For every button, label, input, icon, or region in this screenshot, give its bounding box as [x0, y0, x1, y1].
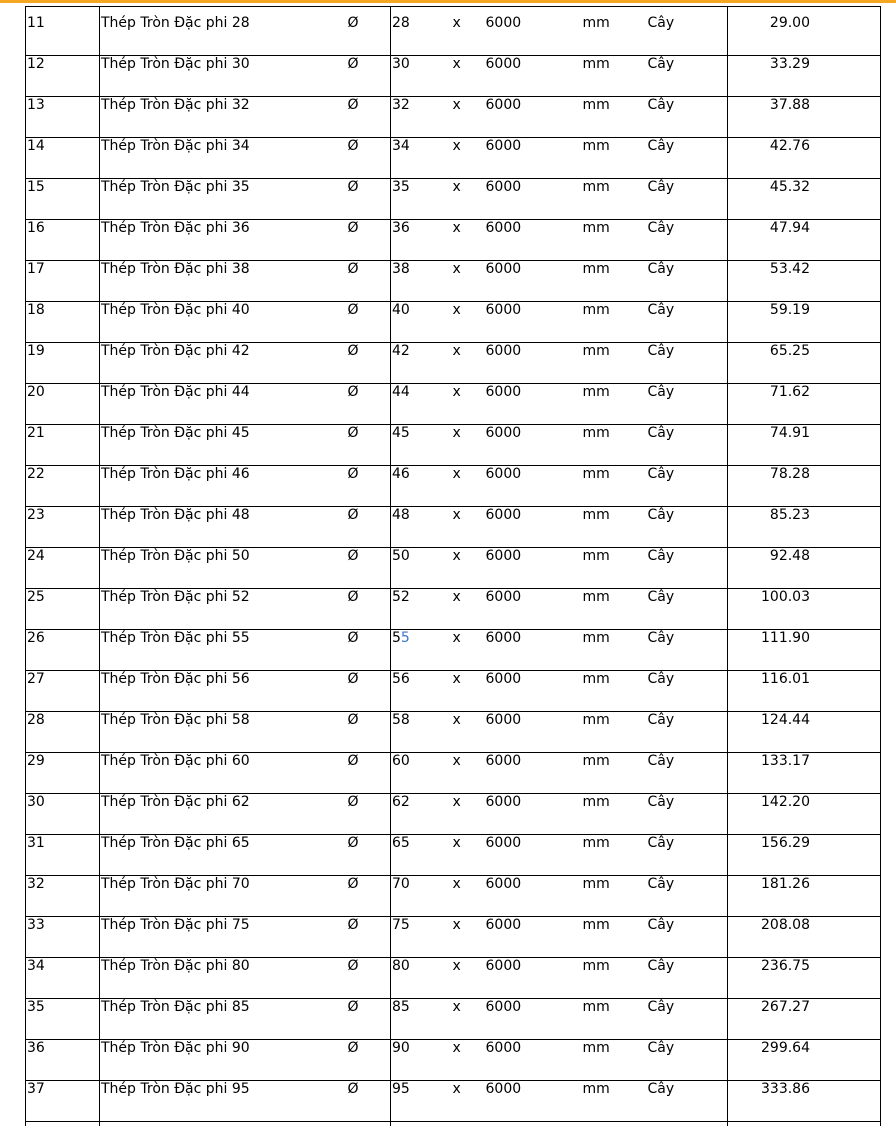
- length-unit-cell: [582, 1122, 647, 1126]
- diameter-symbol-cell: Ø: [347, 548, 391, 589]
- diameter-text: 55: [392, 630, 410, 646]
- diameter-symbol-cell: Ø: [347, 220, 391, 261]
- length-cell: 6000: [485, 876, 582, 917]
- length-unit-cell: mm: [582, 97, 647, 138]
- length-cell: 6000: [485, 220, 582, 261]
- diameter-symbol-cell: Ø: [347, 999, 391, 1040]
- row-number-cell: 11: [26, 7, 100, 56]
- length-cell: 6000: [485, 630, 582, 671]
- product-name-cell: Thép Tròn Đặc phi 32: [100, 97, 347, 138]
- weight-cell: 85.23: [728, 507, 881, 548]
- times-symbol-cell: x: [452, 835, 485, 876]
- diameter-symbol-cell: [347, 1122, 391, 1126]
- length-cell: [485, 1122, 582, 1126]
- times-symbol-cell: x: [452, 1040, 485, 1081]
- diameter-cell: 58: [391, 712, 452, 753]
- times-symbol-cell: [452, 1122, 485, 1126]
- length-cell: 6000: [485, 753, 582, 794]
- diameter-symbol-cell: Ø: [347, 97, 391, 138]
- length-unit-cell: mm: [582, 466, 647, 507]
- weight-cell: 267.27: [728, 999, 881, 1040]
- diameter-cell: 65: [391, 835, 452, 876]
- length-unit-cell: mm: [582, 384, 647, 425]
- unit-of-measure-cell: Cây: [647, 876, 728, 917]
- diameter-symbol-cell: Ø: [347, 507, 391, 548]
- length-cell: 6000: [485, 384, 582, 425]
- length-cell: 6000: [485, 1040, 582, 1081]
- product-name-cell: [100, 1122, 347, 1126]
- diameter-symbol-cell: Ø: [347, 1040, 391, 1081]
- unit-of-measure-cell: Cây: [647, 999, 728, 1040]
- length-cell: 6000: [485, 56, 582, 97]
- weight-cell: 78.28: [728, 466, 881, 507]
- diameter-cell: 44: [391, 384, 452, 425]
- times-symbol-cell: x: [452, 958, 485, 999]
- length-cell: 6000: [485, 261, 582, 302]
- length-unit-cell: mm: [582, 753, 647, 794]
- product-name-cell: Thép Tròn Đặc phi 45: [100, 425, 347, 466]
- table-row: [26, 466, 881, 507]
- table-row: [26, 507, 881, 548]
- unit-of-measure-cell: Cây: [647, 507, 728, 548]
- product-name-cell: Thép Tròn Đặc phi 95: [100, 1081, 347, 1122]
- diameter-cell: 48: [391, 507, 452, 548]
- table-row: [26, 220, 881, 261]
- product-name-cell: Thép Tròn Đặc phi 60: [100, 753, 347, 794]
- times-symbol-cell: x: [452, 1081, 485, 1122]
- length-cell: 6000: [485, 835, 582, 876]
- weight-cell: 33.29: [728, 56, 881, 97]
- unit-of-measure-cell: [647, 1122, 728, 1126]
- row-number-cell: 15: [26, 179, 100, 220]
- product-name-cell: Thép Tròn Đặc phi 85: [100, 999, 347, 1040]
- length-unit-cell: mm: [582, 917, 647, 958]
- times-symbol-cell: x: [452, 425, 485, 466]
- row-number-cell: 25: [26, 589, 100, 630]
- times-symbol-cell: x: [452, 589, 485, 630]
- times-symbol-cell: x: [452, 712, 485, 753]
- length-cell: 6000: [485, 425, 582, 466]
- weight-cell: 208.08: [728, 917, 881, 958]
- weight-cell: 71.62: [728, 384, 881, 425]
- row-number-cell: 36: [26, 1040, 100, 1081]
- unit-of-measure-cell: Cây: [647, 302, 728, 343]
- row-number-cell: [26, 1122, 100, 1126]
- row-number-cell: 30: [26, 794, 100, 835]
- length-unit-cell: mm: [582, 220, 647, 261]
- table-row: [26, 1081, 881, 1122]
- length-cell: 6000: [485, 917, 582, 958]
- unit-of-measure-cell: Cây: [647, 589, 728, 630]
- times-symbol-cell: x: [452, 794, 485, 835]
- length-unit-cell: mm: [582, 1040, 647, 1081]
- product-name-cell: Thép Tròn Đặc phi 56: [100, 671, 347, 712]
- table-row: [26, 671, 881, 712]
- length-unit-cell: mm: [582, 794, 647, 835]
- weight-cell: 53.42: [728, 261, 881, 302]
- weight-cell: 236.75: [728, 958, 881, 999]
- diameter-symbol-cell: Ø: [347, 835, 391, 876]
- length-unit-cell: mm: [582, 630, 647, 671]
- times-symbol-cell: x: [452, 384, 485, 425]
- unit-of-measure-cell: Cây: [647, 548, 728, 589]
- length-unit-cell: mm: [582, 1081, 647, 1122]
- weight-cell: 65.25: [728, 343, 881, 384]
- diameter-cell: 85: [391, 999, 452, 1040]
- unit-of-measure-cell: Cây: [647, 261, 728, 302]
- diameter-cell: 28: [391, 7, 452, 56]
- diameter-cell: 46: [391, 466, 452, 507]
- product-name-cell: Thép Tròn Đặc phi 36: [100, 220, 347, 261]
- product-name-cell: Thép Tròn Đặc phi 46: [100, 466, 347, 507]
- weight-cell: 47.94: [728, 220, 881, 261]
- diameter-symbol-cell: Ø: [347, 589, 391, 630]
- times-symbol-cell: x: [452, 56, 485, 97]
- diameter-symbol-cell: Ø: [347, 179, 391, 220]
- product-name-cell: Thép Tròn Đặc phi 80: [100, 958, 347, 999]
- unit-of-measure-cell: Cây: [647, 138, 728, 179]
- length-cell: 6000: [485, 671, 582, 712]
- diameter-symbol-cell: Ø: [347, 302, 391, 343]
- length-cell: 6000: [485, 712, 582, 753]
- times-symbol-cell: x: [452, 466, 485, 507]
- diameter-cell: 70: [391, 876, 452, 917]
- diameter-symbol-cell: Ø: [347, 712, 391, 753]
- row-number-cell: 22: [26, 466, 100, 507]
- table-row: [26, 138, 881, 179]
- length-unit-cell: mm: [582, 671, 647, 712]
- unit-of-measure-cell: Cây: [647, 179, 728, 220]
- row-number-cell: 26: [26, 630, 100, 671]
- unit-of-measure-cell: Cây: [647, 7, 728, 56]
- row-number-cell: 18: [26, 302, 100, 343]
- table-row: [26, 835, 881, 876]
- row-number-cell: 24: [26, 548, 100, 589]
- diameter-symbol-cell: Ø: [347, 7, 391, 56]
- weight-cell: 111.90: [728, 630, 881, 671]
- product-name-cell: Thép Tròn Đặc phi 65: [100, 835, 347, 876]
- table-row: [26, 589, 881, 630]
- length-unit-cell: mm: [582, 876, 647, 917]
- table-row: [26, 343, 881, 384]
- length-unit-cell: mm: [582, 712, 647, 753]
- length-cell: 6000: [485, 466, 582, 507]
- times-symbol-cell: x: [452, 220, 485, 261]
- diameter-cell: 50: [391, 548, 452, 589]
- diameter-cell: 34: [391, 138, 452, 179]
- weight-cell: 37.88: [728, 97, 881, 138]
- table-row: [26, 753, 881, 794]
- unit-of-measure-cell: Cây: [647, 753, 728, 794]
- product-name-cell: Thép Tròn Đặc phi 90: [100, 1040, 347, 1081]
- times-symbol-cell: x: [452, 548, 485, 589]
- weight-cell: 59.19: [728, 302, 881, 343]
- table-row: [26, 958, 881, 999]
- diameter-symbol-cell: Ø: [347, 343, 391, 384]
- length-unit-cell: mm: [582, 7, 647, 56]
- times-symbol-cell: x: [452, 507, 485, 548]
- times-symbol-cell: x: [452, 630, 485, 671]
- weight-cell: 133.17: [728, 753, 881, 794]
- product-name-cell: Thép Tròn Đặc phi 48: [100, 507, 347, 548]
- unit-of-measure-cell: Cây: [647, 466, 728, 507]
- diameter-cell: 62: [391, 794, 452, 835]
- row-number-cell: 23: [26, 507, 100, 548]
- weight-cell: 299.64: [728, 1040, 881, 1081]
- product-name-cell: Thép Tròn Đặc phi 30: [100, 56, 347, 97]
- weight-cell: 92.48: [728, 548, 881, 589]
- table-row: [26, 56, 881, 97]
- product-name-cell: Thép Tròn Đặc phi 75: [100, 917, 347, 958]
- diameter-cell: 45: [391, 425, 452, 466]
- length-unit-cell: mm: [582, 138, 647, 179]
- length-cell: 6000: [485, 589, 582, 630]
- diameter-cell: 52: [391, 589, 452, 630]
- diameter-symbol-cell: Ø: [347, 794, 391, 835]
- unit-of-measure-cell: Cây: [647, 220, 728, 261]
- table-row: [26, 548, 881, 589]
- unit-of-measure-cell: Cây: [647, 835, 728, 876]
- weight-cell: 74.91: [728, 425, 881, 466]
- weight-cell: 333.86: [728, 1081, 881, 1122]
- length-unit-cell: mm: [582, 958, 647, 999]
- diameter-symbol-cell: Ø: [347, 671, 391, 712]
- table-row: [26, 630, 881, 671]
- table-row: [26, 179, 881, 220]
- times-symbol-cell: x: [452, 179, 485, 220]
- row-number-cell: 16: [26, 220, 100, 261]
- product-name-cell: Thép Tròn Đặc phi 38: [100, 261, 347, 302]
- diameter-symbol-cell: Ø: [347, 384, 391, 425]
- diameter-symbol-cell: Ø: [347, 56, 391, 97]
- row-number-cell: 21: [26, 425, 100, 466]
- steel-weight-table-container: [25, 6, 881, 1126]
- weight-cell: [728, 1122, 881, 1126]
- times-symbol-cell: x: [452, 7, 485, 56]
- diameter-symbol-cell: Ø: [347, 1081, 391, 1122]
- times-symbol-cell: x: [452, 917, 485, 958]
- length-unit-cell: mm: [582, 261, 647, 302]
- table-row: [26, 425, 881, 466]
- diameter-cell: 75: [391, 917, 452, 958]
- diameter-symbol-cell: Ø: [347, 630, 391, 671]
- length-cell: 6000: [485, 958, 582, 999]
- table-row: [26, 876, 881, 917]
- times-symbol-cell: x: [452, 302, 485, 343]
- length-cell: 6000: [485, 343, 582, 384]
- weight-cell: 29.00: [728, 7, 881, 56]
- length-cell: 6000: [485, 1081, 582, 1122]
- length-unit-cell: mm: [582, 835, 647, 876]
- length-cell: 6000: [485, 7, 582, 56]
- unit-of-measure-cell: Cây: [647, 671, 728, 712]
- unit-of-measure-cell: Cây: [647, 1081, 728, 1122]
- product-name-cell: Thép Tròn Đặc phi 52: [100, 589, 347, 630]
- unit-of-measure-cell: Cây: [647, 425, 728, 466]
- product-name-cell: Thép Tròn Đặc phi 42: [100, 343, 347, 384]
- table-row-partial: [26, 1122, 881, 1126]
- times-symbol-cell: x: [452, 999, 485, 1040]
- times-symbol-cell: x: [452, 671, 485, 712]
- diameter-cell: 32: [391, 97, 452, 138]
- row-number-cell: 32: [26, 876, 100, 917]
- steel-weight-table: [25, 6, 881, 1126]
- row-number-cell: 33: [26, 917, 100, 958]
- weight-cell: 142.20: [728, 794, 881, 835]
- diameter-symbol-cell: Ø: [347, 958, 391, 999]
- row-number-cell: 13: [26, 97, 100, 138]
- diameter-cell: 90: [391, 1040, 452, 1081]
- length-cell: 6000: [485, 794, 582, 835]
- diameter-symbol-cell: Ø: [347, 261, 391, 302]
- times-symbol-cell: x: [452, 97, 485, 138]
- unit-of-measure-cell: Cây: [647, 712, 728, 753]
- product-name-cell: Thép Tròn Đặc phi 28: [100, 7, 347, 56]
- length-unit-cell: mm: [582, 589, 647, 630]
- table-row: [26, 384, 881, 425]
- diameter-cell: 42: [391, 343, 452, 384]
- length-unit-cell: mm: [582, 507, 647, 548]
- unit-of-measure-cell: Cây: [647, 1040, 728, 1081]
- length-cell: 6000: [485, 97, 582, 138]
- product-name-cell: Thép Tròn Đặc phi 50: [100, 548, 347, 589]
- diameter-cell: 80: [391, 958, 452, 999]
- row-number-cell: 35: [26, 999, 100, 1040]
- length-unit-cell: mm: [582, 548, 647, 589]
- row-number-cell: 31: [26, 835, 100, 876]
- times-symbol-cell: x: [452, 753, 485, 794]
- row-number-cell: 27: [26, 671, 100, 712]
- weight-cell: 42.76: [728, 138, 881, 179]
- table-row: [26, 917, 881, 958]
- times-symbol-cell: x: [452, 876, 485, 917]
- row-number-cell: 28: [26, 712, 100, 753]
- table-row: [26, 261, 881, 302]
- times-symbol-cell: x: [452, 261, 485, 302]
- length-cell: 6000: [485, 999, 582, 1040]
- top-accent-bar: [0, 0, 896, 3]
- product-name-cell: Thép Tròn Đặc phi 40: [100, 302, 347, 343]
- times-symbol-cell: x: [452, 343, 485, 384]
- length-cell: 6000: [485, 138, 582, 179]
- diameter-cell: 30: [391, 56, 452, 97]
- diameter-cell: 38: [391, 261, 452, 302]
- weight-cell: 116.01: [728, 671, 881, 712]
- length-unit-cell: mm: [582, 999, 647, 1040]
- diameter-highlight: 5: [401, 630, 410, 646]
- table-row: [26, 1040, 881, 1081]
- length-cell: 6000: [485, 507, 582, 548]
- weight-cell: 45.32: [728, 179, 881, 220]
- diameter-cell: 40: [391, 302, 452, 343]
- unit-of-measure-cell: Cây: [647, 630, 728, 671]
- diameter-symbol-cell: Ø: [347, 917, 391, 958]
- diameter-cell: 60: [391, 753, 452, 794]
- row-number-cell: 20: [26, 384, 100, 425]
- weight-cell: 156.29: [728, 835, 881, 876]
- row-number-cell: 14: [26, 138, 100, 179]
- weight-cell: 100.03: [728, 589, 881, 630]
- diameter-cell: 56: [391, 671, 452, 712]
- times-symbol-cell: x: [452, 138, 485, 179]
- diameter-cell: [391, 1122, 452, 1126]
- length-unit-cell: mm: [582, 343, 647, 384]
- row-number-cell: 17: [26, 261, 100, 302]
- row-number-cell: 37: [26, 1081, 100, 1122]
- diameter-cell: 36: [391, 220, 452, 261]
- unit-of-measure-cell: Cây: [647, 384, 728, 425]
- table-row: [26, 7, 881, 56]
- unit-of-measure-cell: Cây: [647, 958, 728, 999]
- length-unit-cell: mm: [582, 56, 647, 97]
- unit-of-measure-cell: Cây: [647, 56, 728, 97]
- length-cell: 6000: [485, 302, 582, 343]
- product-name-cell: Thép Tròn Đặc phi 70: [100, 876, 347, 917]
- diameter-symbol-cell: Ø: [347, 138, 391, 179]
- product-name-cell: Thép Tròn Đặc phi 58: [100, 712, 347, 753]
- weight-cell: 181.26: [728, 876, 881, 917]
- length-unit-cell: mm: [582, 425, 647, 466]
- weight-cell: 124.44: [728, 712, 881, 753]
- length-unit-cell: mm: [582, 302, 647, 343]
- table-body: [26, 7, 881, 1126]
- product-name-cell: Thép Tròn Đặc phi 44: [100, 384, 347, 425]
- diameter-cell: [391, 630, 452, 671]
- length-cell: 6000: [485, 179, 582, 220]
- unit-of-measure-cell: Cây: [647, 97, 728, 138]
- diameter-cell: 35: [391, 179, 452, 220]
- diameter-symbol-cell: Ø: [347, 466, 391, 507]
- product-name-cell: Thép Tròn Đặc phi 34: [100, 138, 347, 179]
- product-name-cell: Thép Tròn Đặc phi 35: [100, 179, 347, 220]
- product-name-cell: Thép Tròn Đặc phi 55: [100, 630, 347, 671]
- diameter-cell: 95: [391, 1081, 452, 1122]
- unit-of-measure-cell: Cây: [647, 794, 728, 835]
- table-row: [26, 999, 881, 1040]
- table-row: [26, 302, 881, 343]
- diameter-symbol-cell: Ø: [347, 425, 391, 466]
- product-name-cell: Thép Tròn Đặc phi 62: [100, 794, 347, 835]
- row-number-cell: 34: [26, 958, 100, 999]
- unit-of-measure-cell: Cây: [647, 917, 728, 958]
- table-row: [26, 794, 881, 835]
- row-number-cell: 29: [26, 753, 100, 794]
- diameter-symbol-cell: Ø: [347, 876, 391, 917]
- unit-of-measure-cell: Cây: [647, 343, 728, 384]
- table-row: [26, 712, 881, 753]
- diameter-symbol-cell: Ø: [347, 753, 391, 794]
- length-unit-cell: mm: [582, 179, 647, 220]
- row-number-cell: 19: [26, 343, 100, 384]
- table-row: [26, 97, 881, 138]
- length-cell: 6000: [485, 548, 582, 589]
- row-number-cell: 12: [26, 56, 100, 97]
